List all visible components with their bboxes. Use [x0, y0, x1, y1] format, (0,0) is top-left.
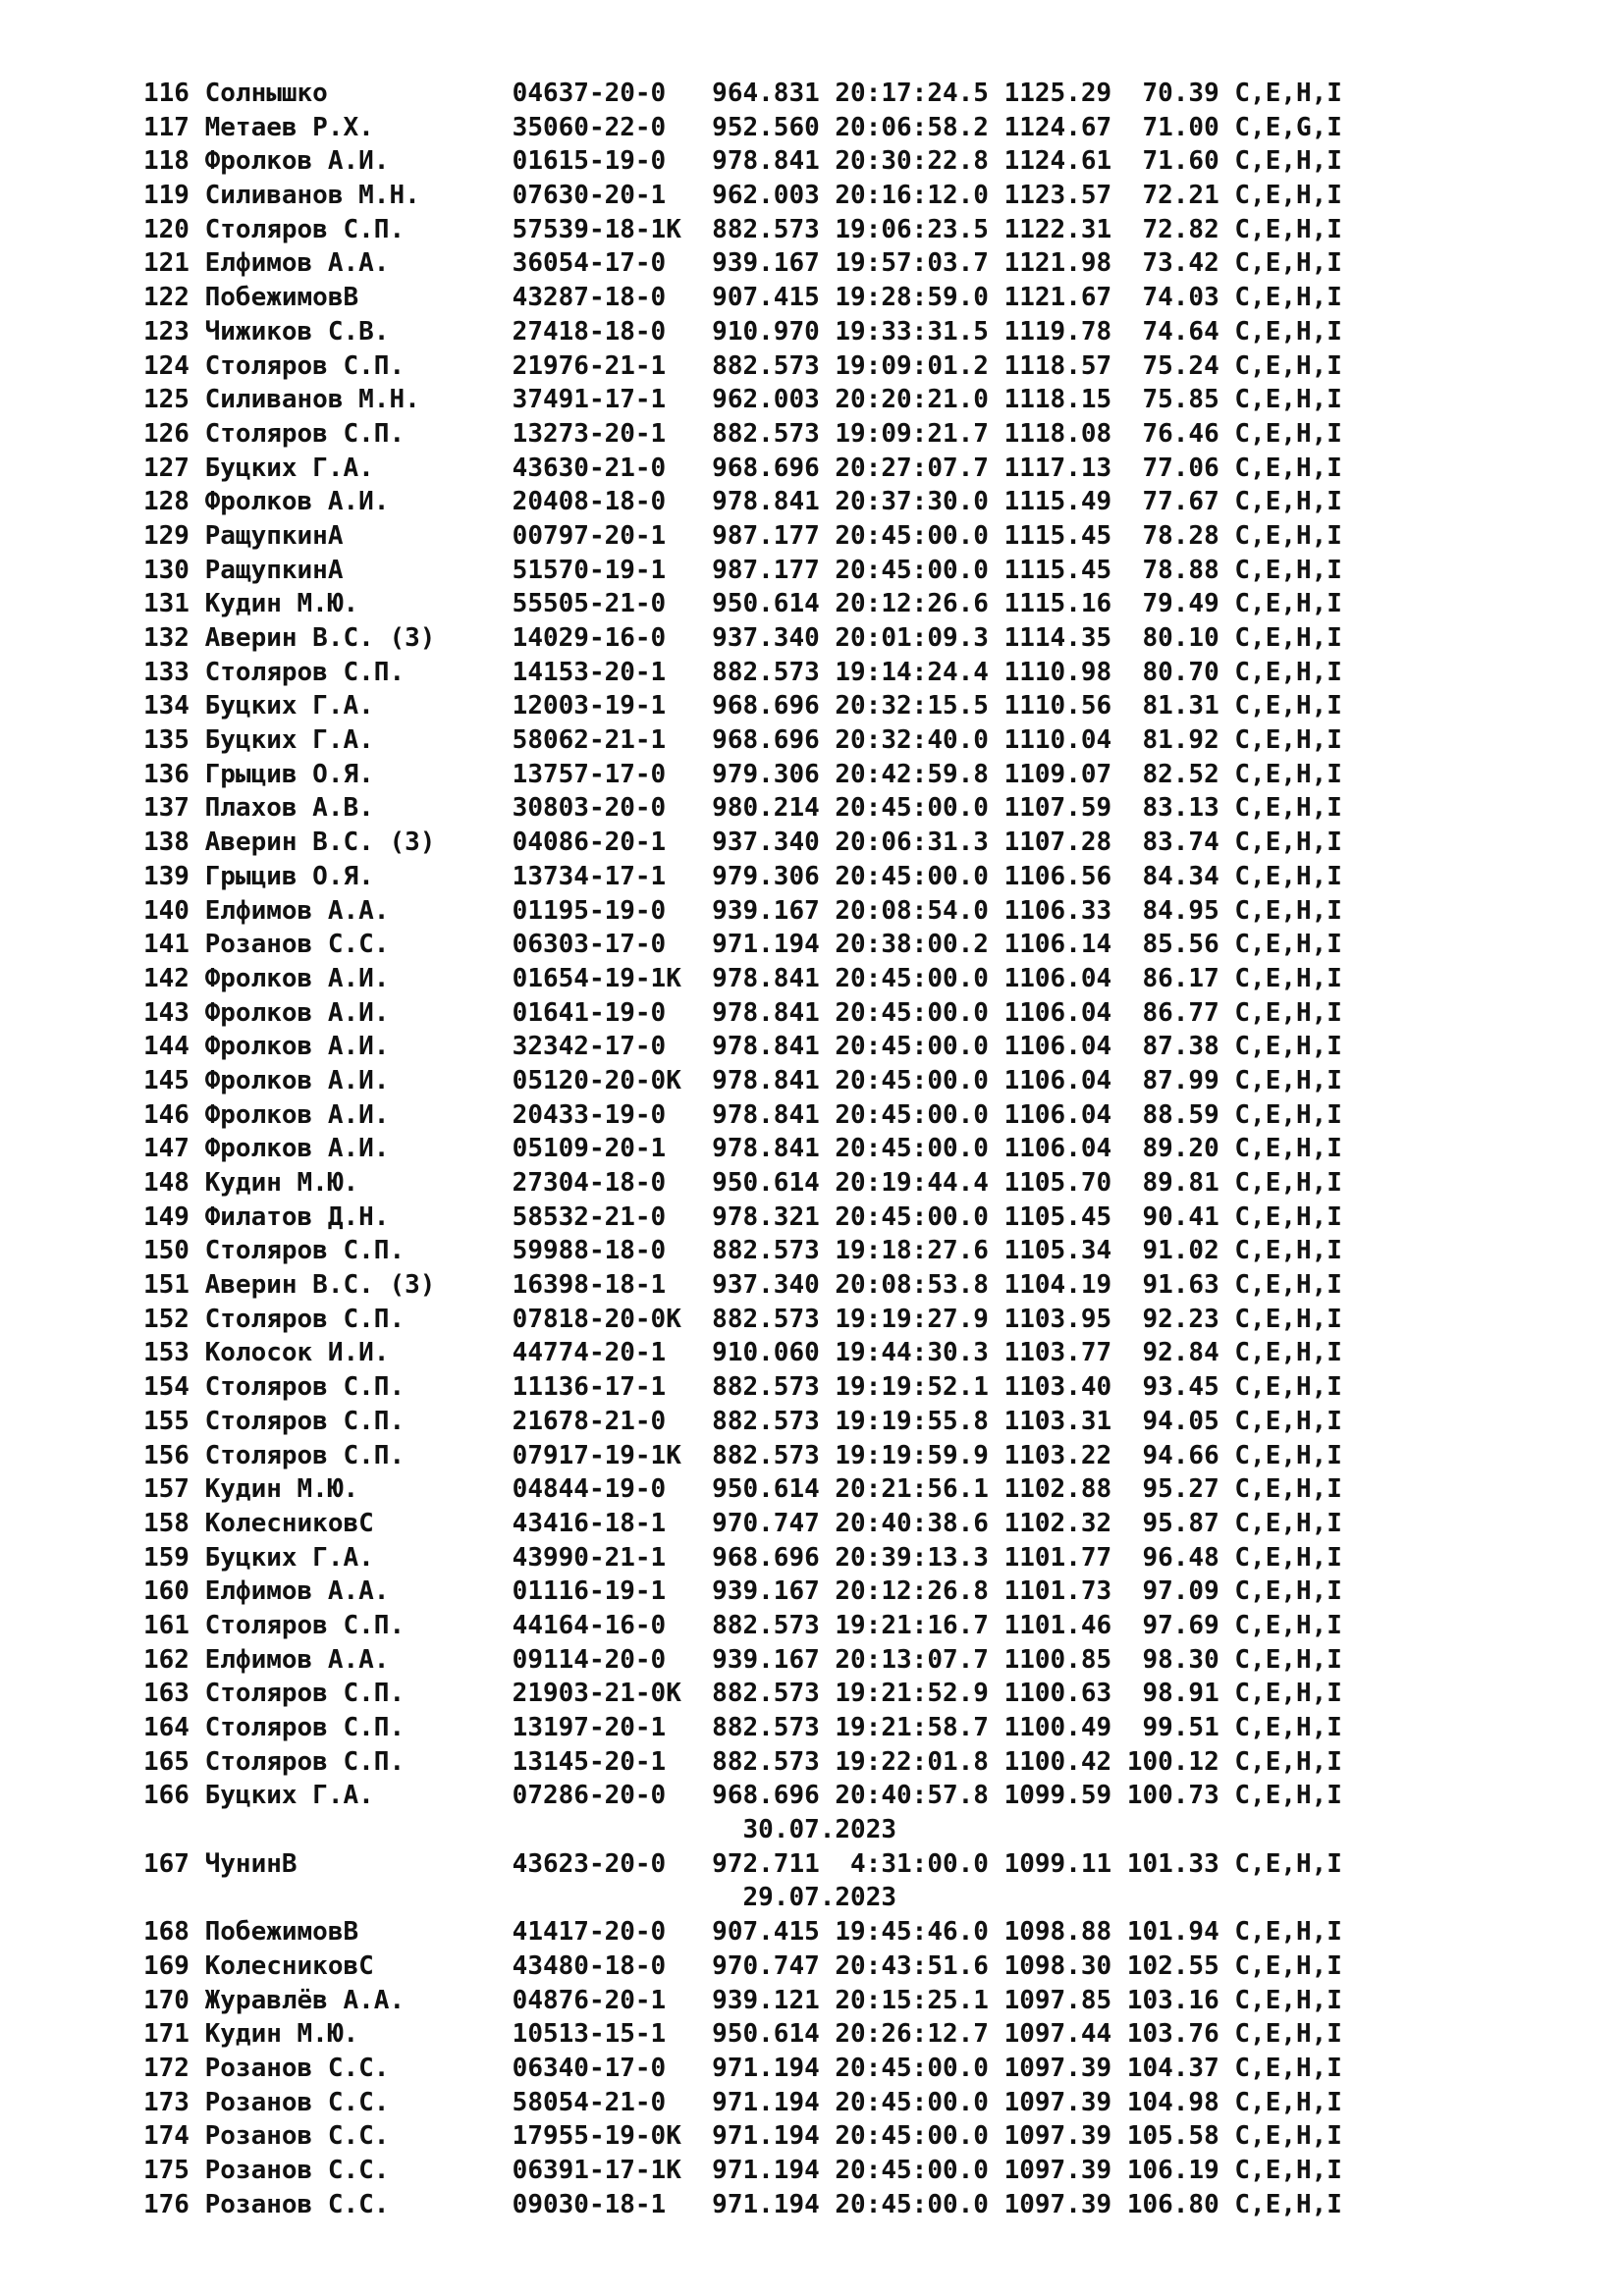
result-row: 175 Розанов С.С. 06391-17-1K 971.194 20:45:00.0 1097.39 106.19 C,E,H,I — [143, 2155, 1342, 2185]
result-row: 161 Столяров С.П. 44164-16-0 882.573 19:21:16.7 1101.46 97.69 C,E,H,I — [143, 1610, 1342, 1640]
result-row: 170 Журавлёв А.А. 04876-20-1 939.121 20:15:25.1 1097.85 103.16 C,E,H,I — [143, 1985, 1342, 2015]
result-row: 130 РащупкинА 51570-19-1 987.177 20:45:00.0 1115.45 78.88 C,E,H,I — [143, 555, 1342, 585]
result-row: 117 Метаев Р.Х. 35060-22-0 952.560 20:06:58.2 1124.67 71.00 C,E,G,I — [143, 112, 1342, 142]
result-row: 116 Солнышко 04637-20-0 964.831 20:17:24.5 1125.29 70.39 C,E,H,I — [143, 79, 1342, 108]
result-row: 127 Буцких Г.А. 43630-21-0 968.696 20:27:07.7 1117.13 77.06 C,E,H,I — [143, 453, 1342, 483]
result-row: 142 Фролков А.И. 01654-19-1K 978.841 20:45:00.0 1106.04 86.17 C,E,H,I — [143, 963, 1342, 993]
result-row: 135 Буцких Г.А. 58062-21-1 968.696 20:32:40.0 1110.04 81.92 C,E,H,I — [143, 725, 1342, 756]
result-row: 152 Столяров С.П. 07818-20-0K 882.573 19:19:27.9 1103.95 92.23 C,E,H,I — [143, 1304, 1342, 1334]
result-row: 153 Колосок И.И. 44774-20-1 910.060 19:44:30.3 1103.77 92.84 C,E,H,I — [143, 1338, 1342, 1368]
result-row: 119 Силиванов М.Н. 07630-20-1 962.003 20:16:12.0 1123.57 72.21 C,E,H,I — [143, 181, 1342, 211]
result-row: 176 Розанов С.С. 09030-18-1 971.194 20:45:00.0 1097.39 106.80 C,E,H,I — [143, 2189, 1342, 2219]
result-row: 121 Елфимов А.А. 36054-17-0 939.167 19:57:03.7 1121.98 73.42 C,E,H,I — [143, 248, 1342, 279]
result-row: 165 Столяров С.П. 13145-20-1 882.573 19:22:01.8 1100.42 100.12 C,E,H,I — [143, 1746, 1342, 1777]
result-row: 173 Розанов С.С. 58054-21-0 971.194 20:45:00.0 1097.39 104.98 C,E,H,I — [143, 2087, 1342, 2117]
result-row: 140 Елфимов А.А. 01195-19-0 939.167 20:08:54.0 1106.33 84.95 C,E,H,I — [143, 895, 1342, 926]
result-row: 131 Кудин М.Ю. 55505-21-0 950.614 20:12:26.6 1115.16 79.49 C,E,H,I — [143, 589, 1342, 619]
result-row: 164 Столяров С.П. 13197-20-1 882.573 19:21:58.7 1100.49 99.51 C,E,H,I — [143, 1713, 1342, 1742]
result-row: 171 Кудин М.Ю. 10513-15-1 950.614 20:26:12.7 1097.44 103.76 C,E,H,I — [143, 2019, 1342, 2050]
result-row: 149 Филатов Д.Н. 58532-21-0 978.321 20:45:00.0 1105.45 90.41 C,E,H,I — [143, 1201, 1342, 1232]
result-row: 133 Столяров С.П. 14153-20-1 882.573 19:14:24.4 1110.98 80.70 C,E,H,I — [143, 657, 1342, 687]
result-row: 162 Елфимов А.А. 09114-20-0 939.167 20:13:07.7 1100.85 98.30 C,E,H,I — [143, 1644, 1342, 1675]
result-row: 139 Грыцив О.Я. 13734-17-1 979.306 20:45:00.0 1106.56 84.34 C,E,H,I — [143, 861, 1342, 891]
result-row: 128 Фролков А.И. 20408-18-0 978.841 20:37:30.0 1115.49 77.67 C,E,H,I — [143, 487, 1342, 517]
result-row: 124 Столяров С.П. 21976-21-1 882.573 19:09:01.2 1118.57 75.24 C,E,H,I — [143, 350, 1342, 381]
result-row: 136 Грыцив О.Я. 13757-17-0 979.306 20:42:59.8 1109.07 82.52 C,E,H,I — [143, 759, 1342, 789]
date-separator-line: 30.07.2023 — [143, 1815, 897, 1845]
result-row: 141 Розанов С.С. 06303-17-0 971.194 20:38:00.2 1106.14 85.56 C,E,H,I — [143, 930, 1342, 960]
result-row: 132 Аверин В.С. (З) 14029-16-0 937.340 20:01:09.3 1114.35 80.10 C,E,H,I — [143, 623, 1342, 653]
result-row: 174 Розанов С.С. 17955-19-0K 971.194 20:45:00.0 1097.39 105.58 C,E,H,I — [143, 2121, 1342, 2152]
result-row: 125 Силиванов М.Н. 37491-17-1 962.003 20:20:21.0 1118.15 75.85 C,E,H,I — [143, 385, 1342, 415]
result-row: 172 Розанов С.С. 06340-17-0 971.194 20:45:00.0 1097.39 104.37 C,E,H,I — [143, 2053, 1342, 2083]
result-row: 158 КолесниковС 43416-18-1 970.747 20:40:38.6 1102.32 95.87 C,E,H,I — [143, 1508, 1342, 1538]
result-row: 129 РащупкинА 00797-20-1 987.177 20:45:00.0 1115.45 78.28 C,E,H,I — [143, 520, 1342, 551]
result-row: 123 Чижиков С.В. 27418-18-0 910.970 19:33:31.5 1119.78 74.64 C,E,H,I — [143, 316, 1342, 347]
result-row: 147 Фролков А.И. 05109-20-1 978.841 20:45:00.0 1106.04 89.20 C,E,H,I — [143, 1134, 1342, 1164]
result-row: 160 Елфимов А.А. 01116-19-1 939.167 20:12:26.8 1101.73 97.09 C,E,H,I — [143, 1576, 1342, 1607]
result-row: 168 ПобежимовВ 41417-20-0 907.415 19:45:46.0 1098.88 101.94 C,E,H,I — [143, 1917, 1342, 1948]
result-row: 166 Буцких Г.А. 07286-20-0 968.696 20:40:57.8 1099.59 100.73 C,E,H,I — [143, 1781, 1342, 1811]
result-row: 150 Столяров С.П. 59988-18-0 882.573 19:18:27.6 1105.34 91.02 C,E,H,I — [143, 1236, 1342, 1266]
result-row: 148 Кудин М.Ю. 27304-18-0 950.614 20:19:44.4 1105.70 89.81 C,E,H,I — [143, 1168, 1342, 1198]
result-row: 159 Буцких Г.А. 43990-21-1 968.696 20:39:13.3 1101.77 96.48 C,E,H,I — [143, 1542, 1342, 1573]
result-row: 156 Столяров С.П. 07917-19-1K 882.573 19:19:59.9 1103.22 94.66 C,E,H,I — [143, 1440, 1342, 1470]
result-row: 163 Столяров С.П. 21903-21-0K 882.573 19:21:52.9 1100.63 98.91 C,E,H,I — [143, 1679, 1342, 1709]
result-row: 122 ПобежимовВ 43287-18-0 907.415 19:28:59.0 1121.67 74.03 C,E,H,I — [143, 283, 1342, 313]
result-row: 145 Фролков А.И. 05120-20-0K 978.841 20:45:00.0 1106.04 87.99 C,E,H,I — [143, 1065, 1342, 1095]
results-listing — [143, 77, 1342, 2221]
result-row: 167 ЧунинВ 43623-20-0 972.711 4:31:00.0 1099.11 101.33 C,E,H,I — [143, 1848, 1342, 1879]
date-separator-line: 29.07.2023 — [143, 1883, 897, 1913]
result-row: 169 КолесниковС 43480-18-0 970.747 20:43:51.6 1098.30 102.55 C,E,H,I — [143, 1950, 1342, 1981]
result-row: 134 Буцких Г.А. 12003-19-1 968.696 20:32:15.5 1110.56 81.31 C,E,H,I — [143, 691, 1342, 721]
result-row: 118 Фролков А.И. 01615-19-0 978.841 20:30:22.8 1124.61 71.60 C,E,H,I — [143, 146, 1342, 177]
result-row: 120 Столяров С.П. 57539-18-1K 882.573 19:06:23.5 1122.31 72.82 C,E,H,I — [143, 214, 1342, 244]
result-row: 126 Столяров С.П. 13273-20-1 882.573 19:09:21.7 1118.08 76.46 C,E,H,I — [143, 418, 1342, 449]
result-row: 155 Столяров С.П. 21678-21-0 882.573 19:19:55.8 1103.31 94.05 C,E,H,I — [143, 1406, 1342, 1436]
result-row: 151 Аверин В.С. (З) 16398-18-1 937.340 20:08:53.8 1104.19 91.63 C,E,H,I — [143, 1270, 1342, 1301]
result-row: 137 Плахов А.В. 30803-20-0 980.214 20:45:00.0 1107.59 83.13 C,E,H,I — [143, 793, 1342, 824]
result-row: 157 Кудин М.Ю. 04844-19-0 950.614 20:21:56.1 1102.88 95.27 C,E,H,I — [143, 1474, 1342, 1505]
result-row: 154 Столяров С.П. 11136-17-1 882.573 19:19:52.1 1103.40 93.45 C,E,H,I — [143, 1372, 1342, 1403]
result-row: 143 Фролков А.И. 01641-19-0 978.841 20:45:00.0 1106.04 86.77 C,E,H,I — [143, 997, 1342, 1028]
result-row: 146 Фролков А.И. 20433-19-0 978.841 20:45:00.0 1106.04 88.59 C,E,H,I — [143, 1099, 1342, 1130]
result-row: 138 Аверин В.С. (З) 04086-20-1 937.340 20:06:31.3 1107.28 83.74 C,E,H,I — [143, 828, 1342, 858]
result-row: 144 Фролков А.И. 32342-17-0 978.841 20:45:00.0 1106.04 87.38 C,E,H,I — [143, 1032, 1342, 1062]
